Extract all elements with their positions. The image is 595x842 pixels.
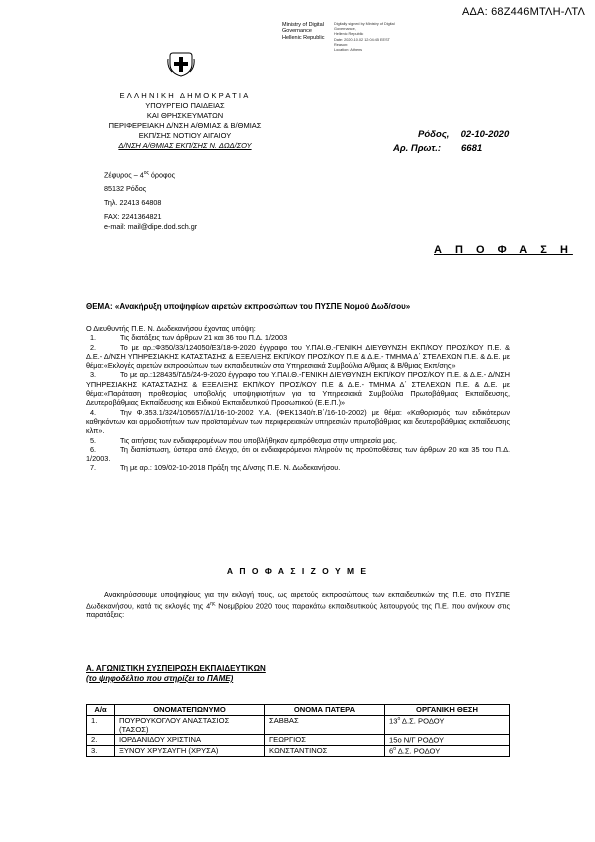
organic-position: $13^o$ Δ.Σ. ΡΟΔΟΥ xyxy=(385,716,510,735)
candidate-name: ΞΥΝΟΥ ΧΡΥΣΑΥΓΗ (ΧΡΥΣΑ) xyxy=(115,746,265,757)
date-block xyxy=(393,128,510,156)
candidate-name: ΙΟΡΔΑΝΙΔΟΥ ΧΡΙΣΤΙΝΑ xyxy=(115,735,265,746)
considering-intro: Ο Διευθυντής Π.Ε. Ν. Δωδεκανήσου έχοντας υπόψη: xyxy=(86,324,256,333)
consideration-item: 7. Τη με αρ.: 109/02-10-2018 Πράξη της Δ/νσης Π.Ε. Ν. Δωδεκανήσου. xyxy=(90,463,341,473)
table-header: ΟΝΟΜΑ ΠΑΤΕΡΑ xyxy=(265,705,385,716)
document-title: Α Π Ο Φ Α Σ Η xyxy=(434,244,573,256)
table-header-row xyxy=(87,705,510,716)
address-street: Ζέφυρος – $4^{o\varsigma}$ όροφος xyxy=(104,170,176,180)
father-name: ΣΑΒΒΑΣ xyxy=(265,716,385,735)
signature-detail: Digitally signed by Ministry of Digital Governance, xyxy=(334,22,395,32)
place-label: Ρόδος, xyxy=(418,129,450,140)
greek-coat-of-arms-icon xyxy=(167,50,195,78)
address-phone: Τηλ. 22413 64808 xyxy=(104,198,162,208)
table-header: ΟΝΟΜΑΤΕΠΩΝΥΜΟ xyxy=(115,705,265,716)
consideration-item: 2. Το με αρ.:Φ350/33/124050/Ε3/18-9-2020 έγγραφο του Υ.ΠΑΙ.Θ.-ΓΕΝΙΚΗ ΔΙΕΥΘΥΝΣΗ ΕΚΠ/ΚΟΥ ΠΡΟΣ/ΚΟΥ Π.Ε. & Δ.Ε.- Δ/ΝΣΗ ΥΠΗΡΕΣΙΑΚΗΣ ΚΑΤΑΣΤΑΣΗΣ & ΕΞΕΛΙΞΗΣ ΕΚΠ/ΚΟΥ ΠΡΟΣ/ΚΟΥ Π.Ε & Δ.Ε.- ΤΜΗΜΑ Δ΄ ΣΤΕΛΕΧΩΝ Π.Ε. & Δ.Ε. με θέμα:«Εκλογές αιρετών εκπροσώπων των εκπαιδευτικών στα Υπηρεσιακά Συμβούλια Α/θμιας & Β/θμιας Εκπ/σης» xyxy=(86,342,510,371)
organic-position: 15ο Ν/Γ ΡΟΔΟΥ xyxy=(385,735,510,746)
father-name: ΓΕΩΡΓΙΟΣ xyxy=(265,735,385,746)
protocol-number: 6681 xyxy=(461,143,483,154)
ministry-line: ΚΑΙ ΘΡΗΣΚΕΥΜΑΤΩΝ xyxy=(146,111,224,120)
ministry-line: ΥΠΟΥΡΓΕΙΟ ΠΑΙΔΕΙΑΣ xyxy=(145,101,225,110)
address-email: e-mail: mail@dipe.dod.sch.gr xyxy=(104,222,198,232)
consideration-item: 4. Την Φ.353.1/324/105657/Δ1/16-10-2002 Υ.Α. (ΦΕΚ1340/τ.Β΄/16-10-2002) με θέμα: «Καθορισμός των ειδικότερων καθηκόντων και αρμοδιοτήτων των προϊσταμένων των περιφερειακών υπηρεσιών πρωτοβάθμιας και δευτεροβάθμιας εκπαίδευσης κλπ». xyxy=(86,407,510,436)
table-header: ΟΡΓΑΝΙΚΗ ΘΕΣΗ xyxy=(385,705,510,716)
section-subtitle: (το ψηφοδέλτιο που στηρίζει το ΠΑΜΕ) xyxy=(86,674,234,683)
signature-detail: Hellenic Republic xyxy=(334,32,364,37)
considerations-block xyxy=(86,324,510,473)
header-block xyxy=(80,91,290,151)
row-number: 1. xyxy=(87,716,115,735)
signature-line: Hellenic Republic xyxy=(282,34,325,41)
region-line: ΕΚΠ/ΣΗΣ ΝΟΤΙΟΥ ΑΙΓΑΙΟΥ xyxy=(138,131,232,140)
section-heading xyxy=(86,664,266,684)
region-line: ΠΕΡΙΦΕΡΕΙΑΚΗ Δ/ΝΣΗ Α/ΘΜΙΑΣ & Β/ΘΜΙΑΣ xyxy=(108,121,262,130)
subject-line: ΘΕΜΑ: «Ανακήρυξη υποψηφίων αιρετών εκπροσώπων του ΠΥΣΠΕ Νομού Δωδ/σου» xyxy=(86,302,411,311)
address-block xyxy=(104,168,197,232)
table-row xyxy=(87,716,510,735)
signature-issuer xyxy=(282,22,334,41)
signature-detail: Location: Athens xyxy=(334,48,363,53)
table-row xyxy=(87,746,510,757)
section-title: Α. ΑΓΩΝΙΣΤΙΚΗ ΣΥΣΠΕΙΡΩΣΗ ΕΚΠΑΙΔΕΥΤΙΚΩΝ xyxy=(86,664,266,673)
row-number: 2. xyxy=(87,735,115,746)
decision-heading: Α Π Ο Φ Α Σ Ι Ζ Ο Υ Μ Ε xyxy=(226,566,369,576)
ada-code: ΑΔΑ: 68Ζ446ΜΤΛΗ-ΛΤΛ xyxy=(461,6,585,18)
signature-line: Governance xyxy=(282,28,312,35)
table-header: Α/α xyxy=(87,705,115,716)
address-postal: 85132 Ρόδος xyxy=(104,184,147,194)
father-name: ΚΩΝΣΤΑΝΤΙΝΟΣ xyxy=(265,746,385,757)
decision-intro: Ανακηρύσσουμε υποψηφίους για την εκλογή τους, ως αιρετούς εκπροσώπους των εκπαιδευτικών της Π.Ε. στο ΠΥΣΠΕ Δωδεκανήσου, κατά τις εκλογές της $4^{\eta\varsigma}$ Νοεμβρίου 2020 τους παρακάτω εκπαιδευτικούς λειτουργούς της Π.Ε. που ανήκουν στις παρατάξεις: xyxy=(86,590,510,620)
organic-position: $6^o$ Δ.Σ. ΡΟΔΟΥ xyxy=(385,746,510,757)
protocol-label: Αρ. Πρωτ.: xyxy=(393,143,442,154)
document-date: 02-10-2020 xyxy=(460,129,510,140)
consideration-item: 6. Τη διαπίστωση, ύστερα από έλεγχο, ότι οι ενδιαφερόμενοι πληρούν τις προϋποθέσεις των άρθρων 20 και 35 του Π.Δ. 1/2003. xyxy=(86,444,510,464)
table-row xyxy=(87,735,510,746)
consideration-item: 5. Τις αιτήσεις των ενδιαφερομένων που υποβλήθηκαν εμπρόθεσμα στην υπηρεσία μας. xyxy=(90,435,398,445)
signature-details xyxy=(334,22,409,53)
consideration-item: 3. Το με αρ.:128435/ΓΔ5/24-9-2020 έγγραφο του Υ.ΠΑΙ.Θ.-ΓΕΝΙΚΗ ΔΙΕΥΘΥΝΣΗ ΕΚΠ/ΚΟΥ ΠΡΟΣ/ΚΟΥ Π.Ε. & Δ.Ε.- Δ/ΝΣΗ ΥΠΗΡΕΣΙΑΚΗΣ ΚΑΤΑΣΤΑΣΗΣ & ΕΞΕΛΙΞΗΣ ΕΚΠ/ΚΟΥ ΠΡΟΣ/ΚΟΥ Π.Ε & Δ.Ε.- ΤΜΗΜΑ Δ΄ ΣΤΕΛΕΧΩΝ Π.Ε. & Δ.Ε. με θέμα:«Παράταση προθεσμίας υποβολής υποψηφιοτήτων για τα Υπηρεσιακά Συμβούλια Πρωτοβάθμιας Εκπαίδευσης, Δευτεροβάθμιας Εκπαίδευσης και Ειδικού Εκπαιδευτικού Προσωπικού (Ε.Ε.Π.)» xyxy=(86,370,510,408)
signature-line: Ministry of Digital xyxy=(282,22,324,28)
directorate-line: Δ/ΝΣΗ Α/ΘΜΙΑΣ ΕΚΠ/ΣΗΣ Ν. ΔΩΔ/ΣΟΥ xyxy=(118,141,252,150)
signature-detail: Reason: xyxy=(334,42,349,47)
digital-signature xyxy=(282,22,412,53)
consideration-item: 1. Τις διατάξεις των άρθρων 21 και 36 του Π.Δ. 1/2003 xyxy=(90,333,288,343)
address-fax: FAX: 2241364821 xyxy=(104,212,162,222)
signature-detail: Date: 2020.10.02 12:04:45 EEST xyxy=(334,37,390,42)
country-name: ΕΛΛΗΝΙΚΗ ΔΗΜΟΚΡΑΤΙΑ xyxy=(119,91,251,100)
candidates-table xyxy=(86,704,510,757)
row-number: 3. xyxy=(87,746,115,757)
candidate-name: ΠΟΥΡΟΥΚΟΓΛΟΥ ΑΝΑΣΤΑΣΙΟΣ (ΤΑΣΟΣ) xyxy=(115,716,265,735)
